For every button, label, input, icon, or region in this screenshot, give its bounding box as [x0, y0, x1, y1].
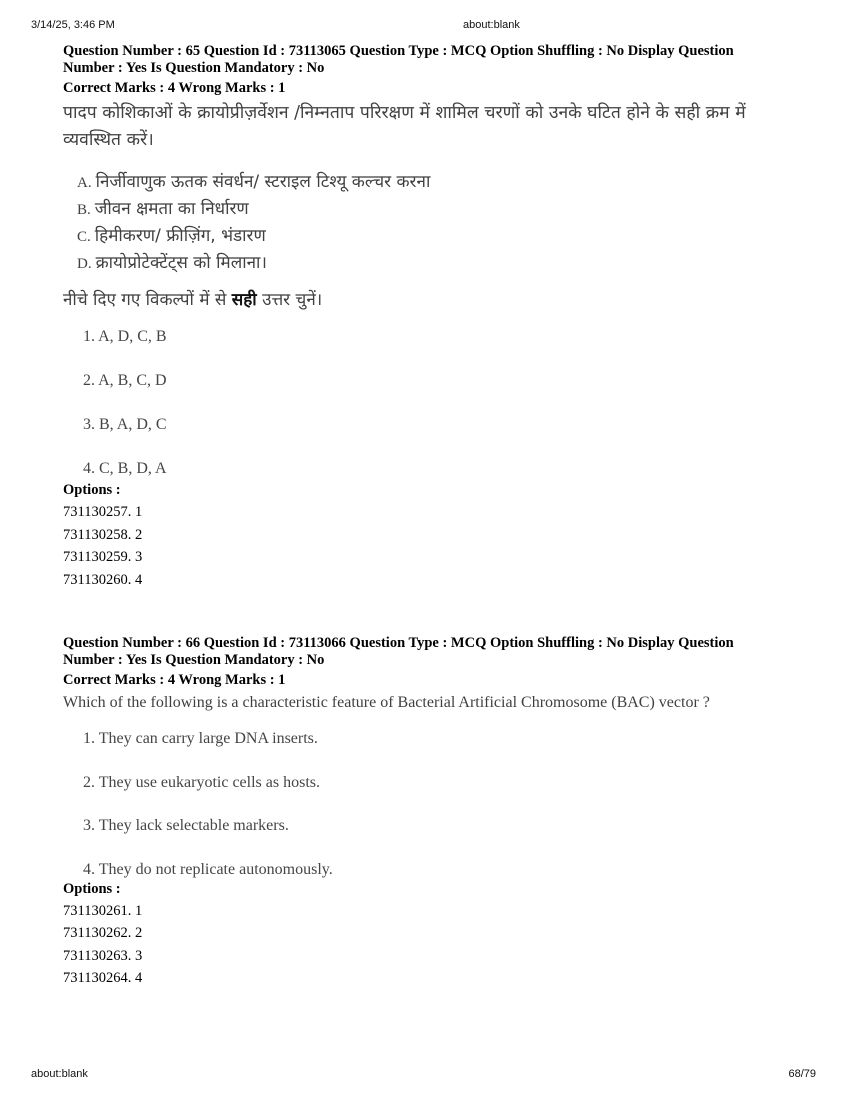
statement-label: B.	[77, 202, 91, 218]
print-header	[0, 19, 850, 35]
option-id-list	[63, 900, 803, 990]
answer-choice: 3. B, A, D, C	[83, 416, 167, 433]
statement-text: हिमीकरण/ फ्रीज़िंग, भंडारण	[94, 226, 266, 246]
option-id: 731130264. 4	[63, 970, 143, 986]
statement-list	[77, 169, 803, 277]
statement-label: A.	[77, 175, 92, 191]
option-id: 731130261. 1	[63, 902, 143, 919]
statement-text: निर्जीवाणुक ऊतक संवर्धन/ स्टराइल टिश्यू कल्चर करना	[95, 172, 431, 192]
question-marks: Correct Marks : 4 Wrong Marks : 1	[63, 80, 286, 96]
print-url: about:blank	[463, 19, 520, 31]
options-label: Options :	[63, 482, 121, 498]
print-footer	[0, 1068, 850, 1084]
question-meta-line: Number : Yes Is Question Mandatory : No	[63, 60, 325, 76]
statement-text: क्रायोप्रोटेक्टेंट्स को मिलाना।	[95, 253, 267, 273]
statement-item	[77, 196, 803, 223]
question-66	[63, 635, 803, 990]
footer-url: about:blank	[31, 1068, 88, 1080]
option-id: 731130258. 2	[63, 526, 143, 543]
statement-item	[77, 223, 803, 250]
answer-choice: 3. They lack selectable markers.	[83, 817, 289, 834]
answer-choice: 2. A, B, C, D	[83, 372, 167, 389]
prompt-emphasis: सही	[231, 290, 257, 310]
option-id: 731130263. 3	[63, 947, 143, 964]
option-id: 731130259. 3	[63, 549, 143, 565]
question-meta	[63, 635, 803, 669]
question-meta-line: Question Number : 65 Question Id : 73113065 Question Type : MCQ Option Shuffling : No Display Question	[63, 43, 734, 59]
choice-list	[83, 728, 803, 881]
options-label: Options :	[63, 880, 121, 897]
option-id: 731130260. 4	[63, 571, 143, 588]
answer-prompt	[63, 287, 803, 313]
question-stem: पादप कोशिकाओं के क्रायोप्रीज़र्वेशन /निम्नताप परिरक्षण में शामिल चरणों को उनके घटित होने के सही क्रम में व्यवस्थित करें।	[63, 103, 746, 150]
prompt-text: उत्तर चुनें।	[256, 290, 323, 310]
question-meta	[63, 43, 803, 77]
choice-list	[83, 324, 803, 482]
answer-choice: 2. They use eukaryotic cells as hosts.	[83, 773, 320, 791]
question-image	[63, 692, 803, 881]
question-65	[63, 43, 803, 591]
answer-choice: 1. A, D, C, B	[83, 328, 167, 345]
answer-choice: 1. They can carry large DNA inserts.	[83, 730, 318, 747]
page-number: 68/79	[788, 1068, 816, 1080]
answer-choice: 4. C, B, D, A	[83, 460, 167, 477]
option-id: 731130257. 1	[63, 504, 143, 520]
statement-text: जीवन क्षमता का निर्धारण	[94, 199, 249, 219]
option-id: 731130262. 2	[63, 925, 143, 941]
question-stem: Which of the following is a characteristic feature of Bacterial Artificial Chromosome (BAC) vector ?	[63, 694, 710, 711]
question-meta-line: Number : Yes Is Question Mandatory : No	[63, 652, 325, 668]
statement-label: D.	[77, 256, 92, 272]
statement-label: C.	[77, 229, 91, 245]
question-marks: Correct Marks : 4 Wrong Marks : 1	[63, 672, 286, 688]
option-id-list	[63, 501, 803, 591]
question-image	[63, 100, 803, 482]
print-datetime: 3/14/25, 3:46 PM	[31, 19, 115, 31]
statement-item	[77, 169, 803, 196]
statement-item	[77, 250, 803, 277]
answer-choice: 4. They do not replicate autonomously.	[83, 860, 333, 878]
question-meta-line: Question Number : 66 Question Id : 73113066 Question Type : MCQ Option Shuffling : No Display Question	[63, 635, 734, 651]
prompt-text: नीचे दिए गए विकल्पों में से	[63, 290, 232, 310]
